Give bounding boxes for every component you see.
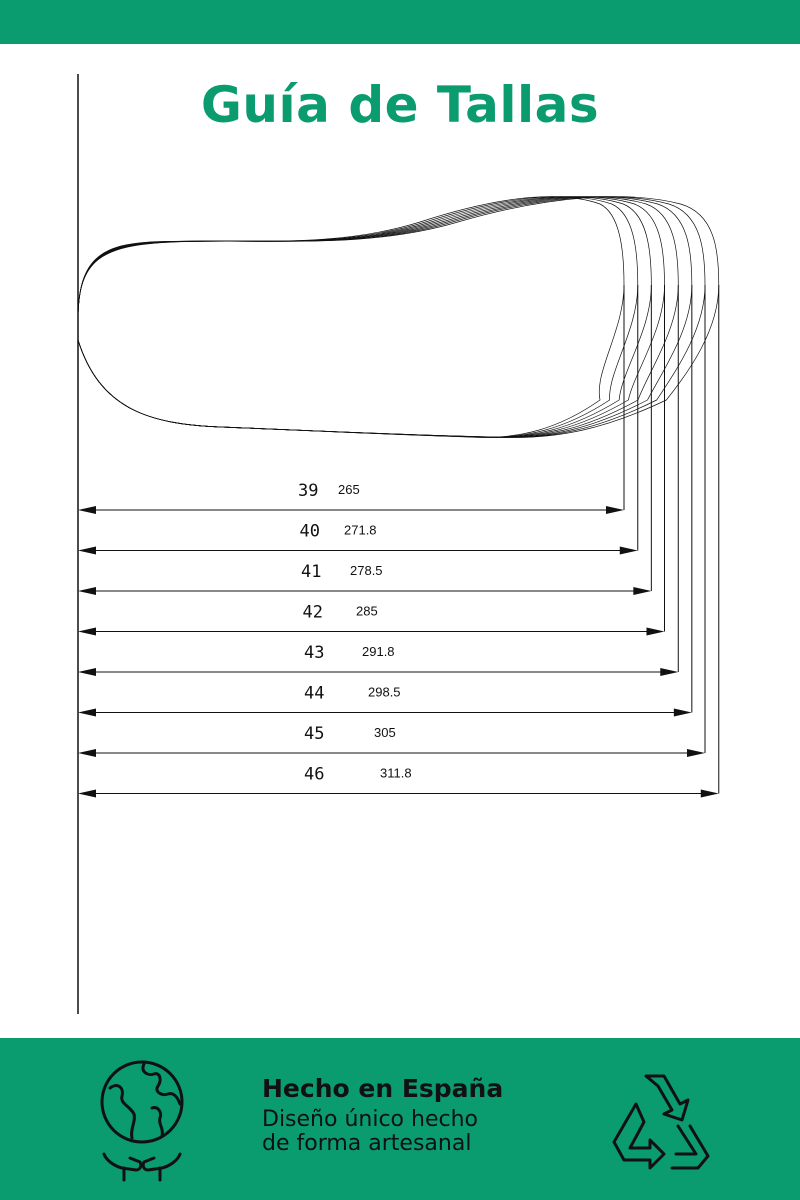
size-label: 43 (304, 643, 325, 663)
sole-outline (78, 197, 624, 438)
arrowhead-right (647, 628, 665, 636)
arrowhead-left (78, 709, 96, 717)
arrowhead-right (687, 749, 705, 757)
size-label: 44 (304, 683, 325, 704)
size-label: 40 (299, 521, 320, 542)
arrowhead-right (620, 547, 638, 555)
length-label: 278.5 (350, 563, 383, 578)
arrowhead-left (78, 668, 96, 676)
arrowhead-right (606, 506, 624, 514)
recycle-icon (606, 1068, 716, 1172)
size-label: 41 (301, 562, 322, 582)
length-label: 265 (338, 482, 360, 497)
length-label: 285 (356, 603, 378, 619)
arrowhead-right (633, 587, 651, 595)
footer-heading: Hecho en España (262, 1074, 504, 1103)
footer-text-block (262, 1074, 582, 1156)
arrowhead-right (674, 709, 692, 717)
arrowhead-right (701, 790, 719, 798)
arrowhead-left (78, 749, 96, 757)
arrowhead-left (78, 587, 96, 595)
sole-outline (78, 197, 719, 438)
size-label: 45 (304, 724, 325, 744)
footer-banner (0, 1038, 800, 1200)
globe-in-hands-icon (96, 1058, 188, 1182)
sole-outline (78, 197, 678, 438)
footer-line-1: Diseño único hecho (262, 1107, 478, 1132)
length-label: 291.8 (362, 644, 395, 659)
size-label: 39 (298, 481, 319, 501)
arrowhead-left (78, 506, 96, 514)
size-label: 42 (302, 602, 323, 623)
size-dimension-lines (78, 285, 719, 798)
length-label: 305 (374, 725, 396, 740)
arrowhead-left (78, 547, 96, 555)
size-label: 46 (304, 764, 325, 785)
sole-outline (78, 197, 651, 438)
page-title: Guía de Tallas (200, 76, 600, 134)
arrowhead-left (78, 628, 96, 636)
footer-line-2: de forma artesanal (262, 1131, 472, 1156)
sole-outline (78, 197, 638, 438)
arrowhead-right (660, 668, 678, 676)
length-label: 311.8 (380, 765, 412, 781)
length-label: 298.5 (368, 684, 401, 700)
sole-outline (78, 197, 665, 438)
length-label: 271.8 (344, 522, 377, 538)
arrowhead-left (78, 790, 96, 798)
sole-outlines (78, 197, 719, 438)
